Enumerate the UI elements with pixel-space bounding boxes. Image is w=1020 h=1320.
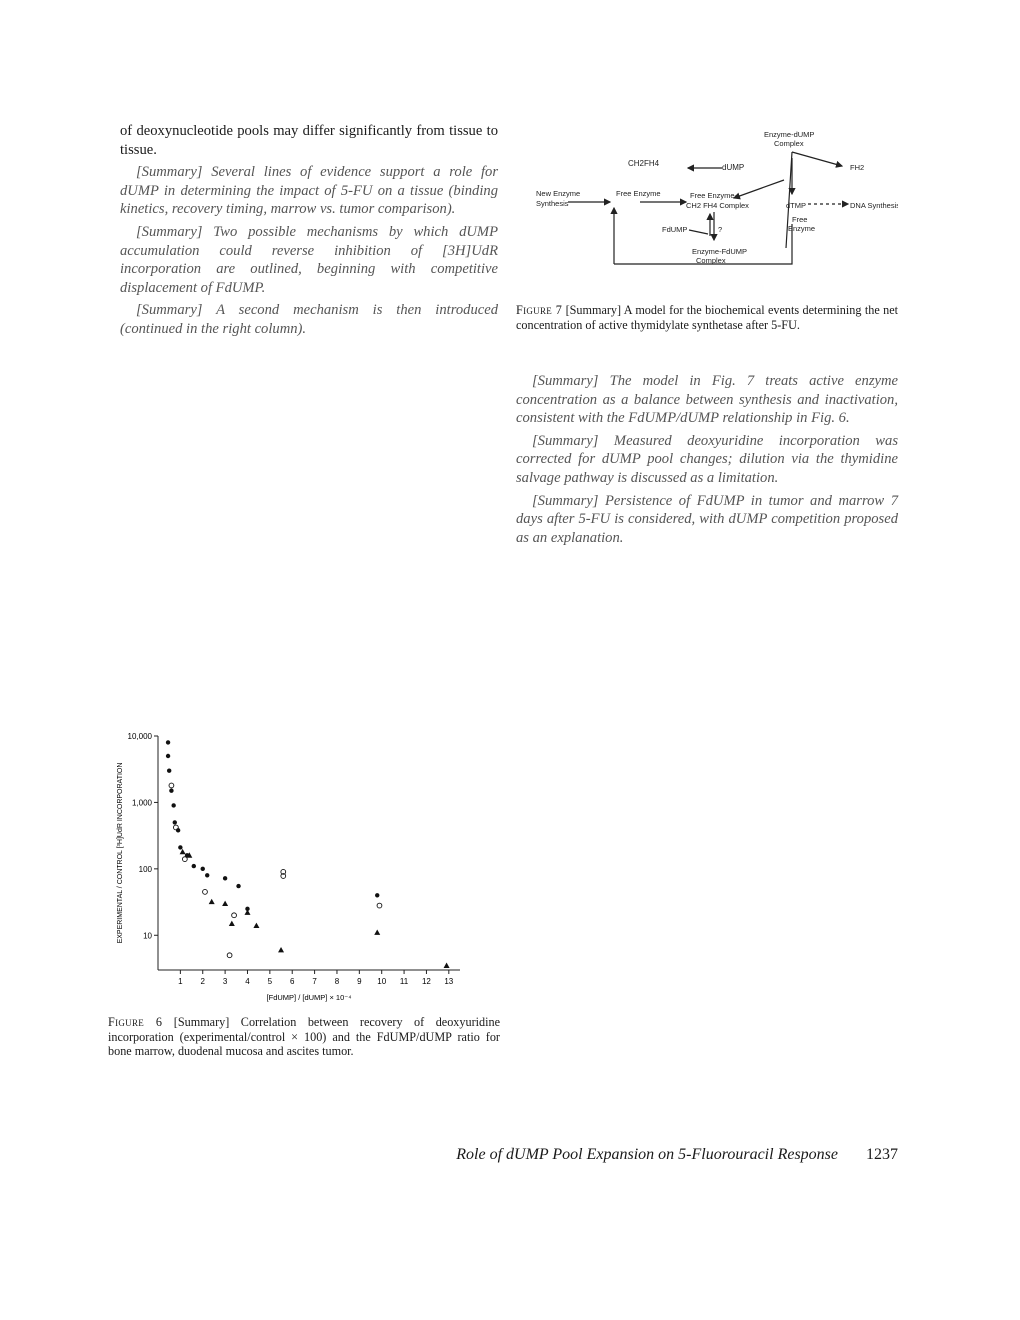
figure-7-label: Figure 7 <box>516 303 563 317</box>
label-ternary-top2: Complex <box>774 139 804 148</box>
data-point-bone-marrow <box>201 867 205 871</box>
label-enzyme-right: Enzyme <box>788 224 816 233</box>
label-free-right: Free <box>792 215 808 224</box>
y-tick-label: 1,000 <box>131 798 152 808</box>
x-tick-label: 7 <box>312 977 317 986</box>
data-point-ascites-tumor <box>222 901 228 906</box>
data-point-ascites-tumor <box>374 930 380 935</box>
data-point-bone-marrow <box>192 864 196 868</box>
data-point-bone-marrow <box>375 893 379 897</box>
y-axis-label: EXPERIMENTAL / CONTROL [³H]UdR INCORPORATION <box>117 762 124 944</box>
x-tick-label: 4 <box>245 977 250 986</box>
x-tick-label: 9 <box>357 977 362 986</box>
label-fh2: FH2 <box>850 163 865 172</box>
figure-6-caption <box>108 1015 500 1059</box>
x-tick-label: 2 <box>200 977 205 986</box>
paragraph: [Summary] Several lines of evidence support a role for dUMP in determining the impact of 5-FU on a tissue (binding kinetics, recovery timing, marrow vs. tumor comparison). <box>120 164 498 218</box>
paragraph: [Summary] Persistence of FdUMP in tumor and marrow 7 days after 5-FU is considered, with dUMP competition proposed as an explanation. <box>516 492 898 546</box>
data-point-duodenal-mucosa <box>169 783 174 788</box>
data-point-bone-marrow <box>173 820 177 824</box>
label-ternary-top: Enzyme-dUMP <box>764 130 815 139</box>
data-point-duodenal-mucosa <box>377 903 382 908</box>
data-point-duodenal-mucosa <box>232 913 237 918</box>
right-column <box>516 372 898 551</box>
data-point-duodenal-mucosa <box>227 953 232 958</box>
label-dna-synthesis: DNA Synthesis <box>850 201 898 210</box>
data-point-ascites-tumor <box>209 899 215 904</box>
data-point-bone-marrow <box>178 845 182 849</box>
label-dump: dUMP <box>722 163 745 172</box>
figure-7-caption <box>516 303 898 332</box>
data-point-bone-marrow <box>171 803 175 807</box>
x-tick-label: 1 <box>178 977 183 986</box>
data-point-ascites-tumor <box>180 849 186 854</box>
data-point-bone-marrow <box>166 740 170 744</box>
label-ch2fh4: CH2FH4 <box>628 159 660 168</box>
data-point-bone-marrow <box>223 876 227 880</box>
data-point-ascites-tumor <box>278 947 284 952</box>
data-point-bone-marrow <box>236 884 240 888</box>
label-fdump-complex: Enzyme-FdUMP <box>692 247 748 256</box>
figure-6 <box>108 722 500 1059</box>
data-point-ascites-tumor <box>244 910 250 915</box>
data-point-bone-marrow <box>169 789 173 793</box>
data-point-ascites-tumor <box>444 963 450 968</box>
x-tick-label: 3 <box>222 977 228 986</box>
figure-6-caption-text: [Summary] Correlation between recovery of deoxyuridine incorporation (experimental/control × 100) and the FdUMP/dUMP ratio for bone marrow, duodenal mucosa and ascites tumor. <box>108 1015 501 1059</box>
paragraph: of deoxynucleotide pools may differ significantly from tissue to tissue. <box>120 123 498 158</box>
data-point-bone-marrow <box>167 769 171 773</box>
data-point-bone-marrow <box>166 754 170 758</box>
x-tick-label: 12 <box>421 977 431 986</box>
y-tick-label: 10 <box>143 931 152 941</box>
data-point-ascites-tumor <box>253 923 259 928</box>
paragraph: [Summary] Two possible mechanisms by which dUMP accumulation could reverse inhibition of [3H]UdR incorporation are outlined, beginning with competitive displacement of FdUMP. <box>120 223 498 296</box>
paragraph: [Summary] A second mechanism is then introduced (continued in the right column). <box>120 302 498 337</box>
running-title: Role of dUMP Pool Expansion on 5-Fluorouracil Response <box>456 1146 838 1163</box>
figure-7-caption-text: [Summary] A model for the biochemical events determining the net concentration of active thymidylate synthetase after 5-FU. <box>516 303 899 332</box>
label-synthesis: Synthesis <box>536 199 569 208</box>
enzyme-model-diagram <box>516 128 898 288</box>
data-point-duodenal-mucosa <box>173 825 178 830</box>
x-tick-label: 10 <box>377 977 387 986</box>
paragraph: [Summary] The model in Fig. 7 treats active enzyme concentration as a balance between synthesis and inactivation, consistent with the FdUMP/dUMP relationship in Fig. 6. <box>516 373 898 427</box>
label-free-complex2: CH2 FH4 Complex <box>686 201 749 210</box>
x-axis-label: [FdUMP] / [dUMP] × 10⁻⁴ <box>266 993 352 1002</box>
figure-7 <box>516 128 898 332</box>
label-question: ? <box>718 225 723 234</box>
page-footer <box>120 1146 898 1170</box>
left-column <box>120 122 498 343</box>
x-tick-label: 13 <box>444 977 454 986</box>
label-new-enzyme: New Enzyme <box>536 189 581 198</box>
scatter-plot <box>108 722 500 1004</box>
label-fdump: FdUMP <box>662 225 688 234</box>
x-tick-label: 6 <box>289 977 295 986</box>
label-fdump-complex2: Complex <box>696 256 726 265</box>
page-number: 1237 <box>866 1146 898 1163</box>
paragraph: [Summary] Measured deoxyuridine incorporation was corrected for dUMP pool changes; dilution via the thymidine salvage pathway is discussed as a limitation. <box>516 432 898 486</box>
data-point-bone-marrow <box>205 873 209 877</box>
data-point-duodenal-mucosa <box>203 889 208 894</box>
x-tick-label: 5 <box>267 977 273 986</box>
y-tick-label: 10,000 <box>127 732 152 741</box>
label-free-complex: Free Enzyme- <box>690 191 738 200</box>
label-dtmp: dTMP <box>786 201 807 210</box>
figure-6-label: Figure 6 <box>108 1015 163 1029</box>
data-point-ascites-tumor <box>229 921 235 926</box>
x-tick-label: 11 <box>399 977 409 986</box>
label-free-enzyme: Free Enzyme <box>616 189 661 198</box>
y-tick-label: 100 <box>138 864 152 874</box>
x-tick-label: 8 <box>334 977 340 986</box>
